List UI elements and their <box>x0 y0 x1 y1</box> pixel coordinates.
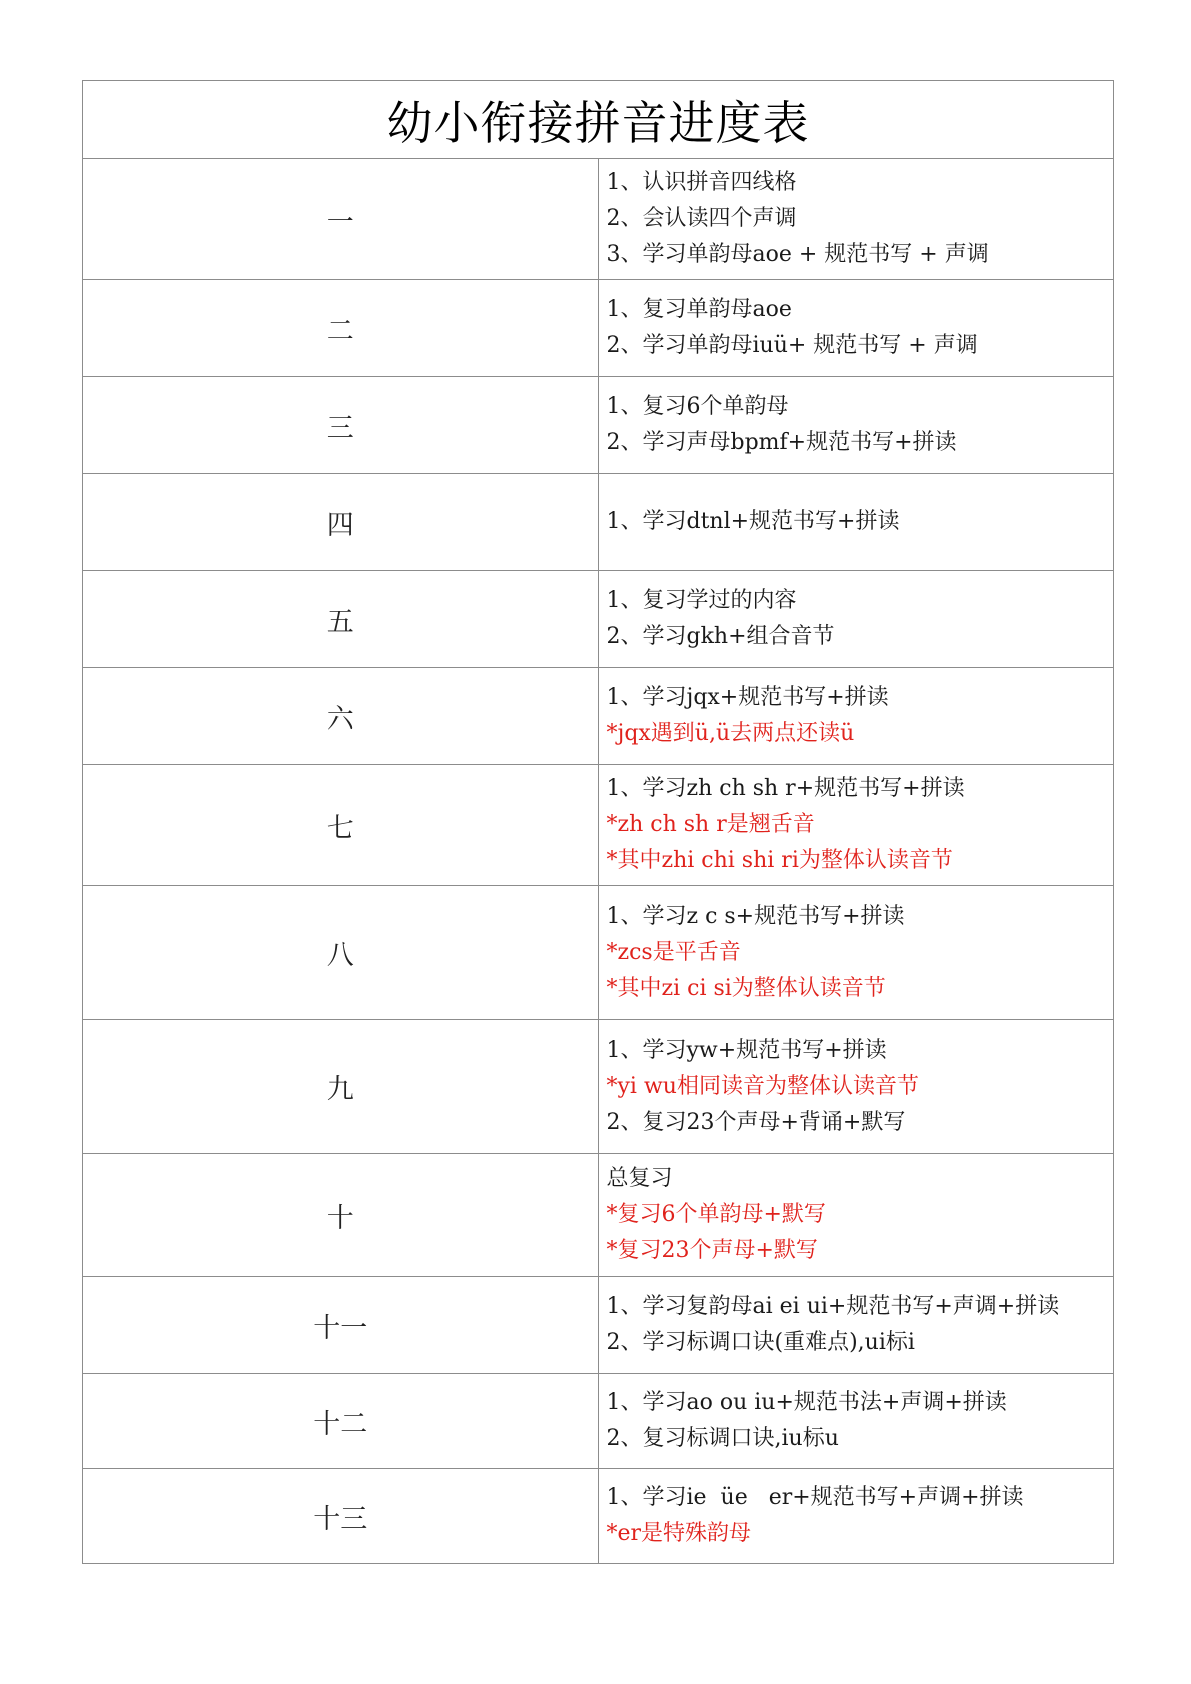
table-row <box>83 1469 1114 1564</box>
lesson-number: 一 <box>83 159 599 280</box>
table-row <box>83 571 1114 668</box>
lesson-item: 1、学习ie üe er+规范书写+声调+拼读 <box>606 1485 1024 1510</box>
lesson-number: 九 <box>83 1020 599 1154</box>
table-row <box>83 1020 1114 1154</box>
lesson-item: 2、会认读四个声调 <box>606 206 797 231</box>
lesson-note: *jqx遇到ü,ü去两点还读ü <box>606 721 855 746</box>
lesson-item: 1、学习z c s+规范书写+拼读 <box>606 903 905 929</box>
lesson-item: 总复习 <box>606 1166 673 1191</box>
table-row <box>83 886 1114 1020</box>
table-row <box>83 1154 1114 1277</box>
lesson-number: 四 <box>83 474 599 571</box>
lesson-item: 1、学习zh ch sh r+规范书写+拼读 <box>606 776 965 801</box>
lesson-item: 1、学习dtnl+规范书写+拼读 <box>606 509 900 534</box>
table-row <box>83 765 1114 886</box>
lesson-content <box>598 1020 1114 1154</box>
lesson-note: *复习6个单韵母+默写 <box>606 1202 826 1227</box>
lesson-item: 1、复习单韵母aoe <box>606 297 792 322</box>
lesson-note: *zcs是平舌音 <box>606 939 741 965</box>
lesson-number: 十二 <box>83 1374 599 1469</box>
lesson-note: *其中zi ci si为整体认读音节 <box>606 975 886 1001</box>
lesson-item: 2、学习声母bpmf+规范书写+拼读 <box>606 430 957 455</box>
lesson-content <box>598 1277 1114 1374</box>
lesson-content <box>598 1154 1114 1277</box>
lesson-content <box>598 1374 1114 1469</box>
lesson-content <box>598 280 1114 377</box>
lesson-item: 3、学习单韵母aoe + 规范书写 + 声调 <box>606 242 989 267</box>
lesson-note: *zh ch sh r是翘舌音 <box>606 812 815 837</box>
lesson-item: 1、学习复韵母ai ei ui+规范书写+声调+拼读 <box>606 1294 1060 1319</box>
lesson-item: 1、复习学过的内容 <box>606 588 797 613</box>
lesson-item: 2、学习标调口诀(重难点),ui标i <box>606 1330 915 1355</box>
table-row <box>83 1374 1114 1469</box>
table-row <box>83 377 1114 474</box>
lesson-number: 六 <box>83 668 599 765</box>
lesson-item: 1、学习jqx+规范书写+拼读 <box>606 685 889 710</box>
lesson-content <box>598 1469 1114 1564</box>
lesson-number: 二 <box>83 280 599 377</box>
table-row <box>83 280 1114 377</box>
lesson-item: 1、复习6个单韵母 <box>606 394 789 419</box>
lesson-content <box>598 474 1114 571</box>
lesson-number: 八 <box>83 886 599 1020</box>
lesson-content <box>598 159 1114 280</box>
lesson-item: 1、认识拼音四线格 <box>606 170 797 195</box>
lesson-note: *复习23个声母+默写 <box>606 1238 818 1263</box>
lesson-item: 2、学习gkh+组合音节 <box>606 624 835 649</box>
lesson-number: 十 <box>83 1154 599 1277</box>
lesson-note: *其中zhi chi shi ri为整体认读音节 <box>606 848 953 873</box>
table-row <box>83 159 1114 280</box>
lesson-content <box>598 668 1114 765</box>
lesson-item: 2、复习23个声母+背诵+默写 <box>606 1109 906 1135</box>
lesson-number: 十三 <box>83 1469 599 1564</box>
table-row <box>83 668 1114 765</box>
lesson-content <box>598 377 1114 474</box>
lesson-note: *er是特殊韵母 <box>606 1521 752 1546</box>
table-title: 幼小衔接拼音进度表 <box>83 81 1114 159</box>
lesson-number: 五 <box>83 571 599 668</box>
lesson-item: 2、复习标调口诀,iu标u <box>606 1426 839 1451</box>
progress-table <box>82 80 1114 1564</box>
lesson-content <box>598 765 1114 886</box>
table-row <box>83 1277 1114 1374</box>
table-row <box>83 474 1114 571</box>
lesson-content <box>598 571 1114 668</box>
lesson-number: 七 <box>83 765 599 886</box>
lesson-number: 三 <box>83 377 599 474</box>
lesson-note: *yi wu相同读音为整体认读音节 <box>606 1073 919 1099</box>
lesson-item: 1、学习ao ou iu+规范书法+声调+拼读 <box>606 1390 1007 1415</box>
lesson-item: 2、学习单韵母iuü+ 规范书写 + 声调 <box>606 333 978 358</box>
lesson-number: 十一 <box>83 1277 599 1374</box>
lesson-item: 1、学习yw+规范书写+拼读 <box>606 1037 887 1063</box>
lesson-content <box>598 886 1114 1020</box>
title-row <box>83 81 1114 159</box>
